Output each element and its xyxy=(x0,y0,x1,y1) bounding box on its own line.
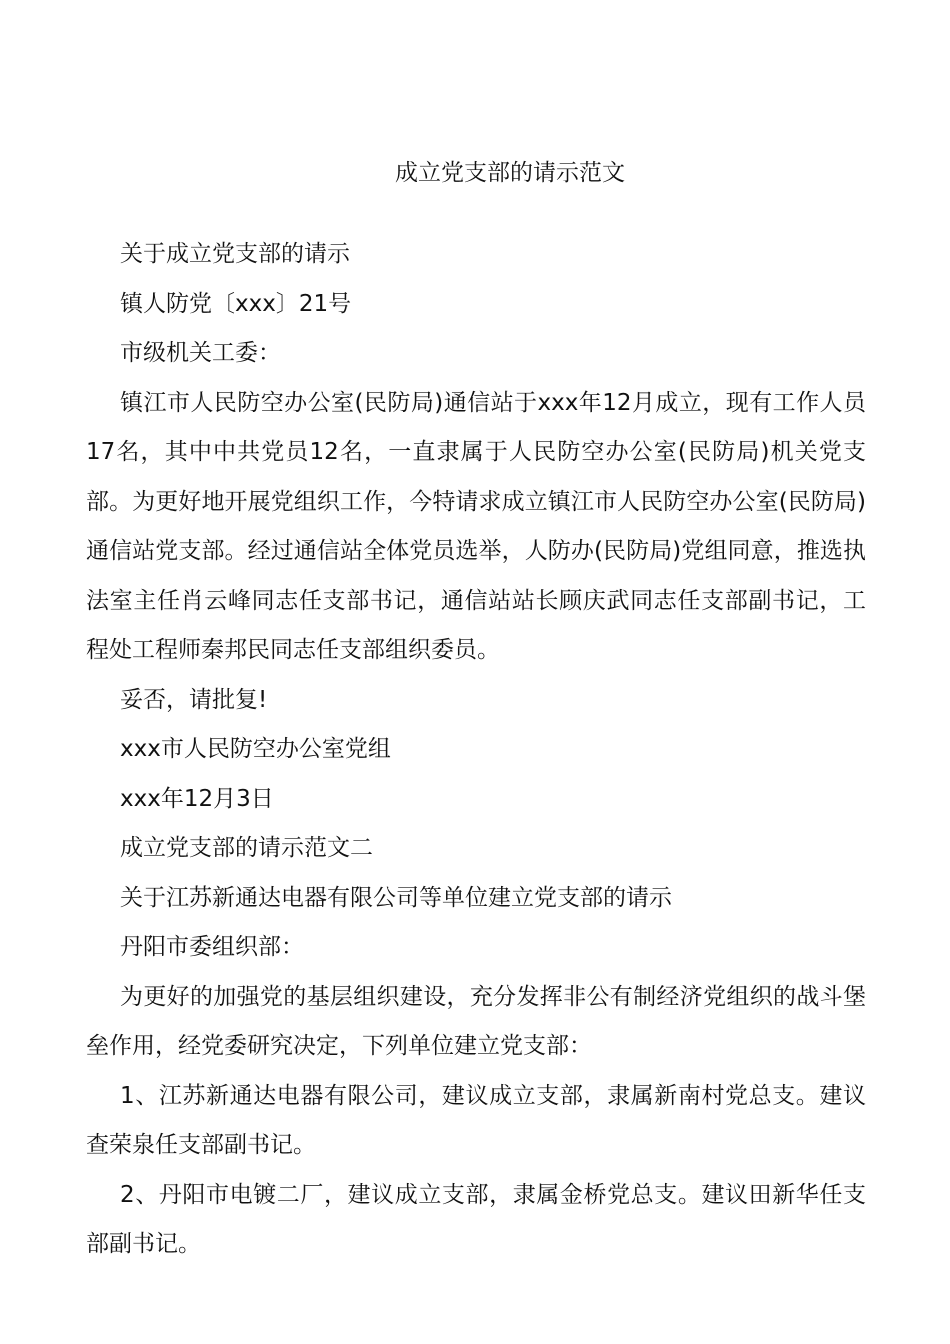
signature-organization: xxx市人民防空办公室党组 xyxy=(120,736,391,762)
section-title-2: 成立党支部的请示范文二 xyxy=(120,835,373,861)
document-title: 成立党支部的请示范文 xyxy=(395,160,625,186)
document-body xyxy=(86,230,866,1270)
document-number: 镇人防党〔xxx〕21号 xyxy=(120,290,352,317)
closing-request: 妥否，请批复! xyxy=(120,686,268,713)
signature-date: xxx年12月3日 xyxy=(120,785,274,812)
request-heading: 关于成立党支部的请示 xyxy=(120,241,350,267)
list-item: 1、江苏新通达电器有限公司，建议成立支部，隶属新南村党总支。建议查荣泉任支部副书记。 xyxy=(86,1082,866,1158)
body-paragraph-2: 为更好的加强党的基层组织建设，充分发挥非公有制经济党组织的战斗堡垒作用，经党委研究决定，下列单位建立党支部： xyxy=(86,983,866,1059)
request-heading-2: 关于江苏新通达电器有限公司等单位建立党支部的请示 xyxy=(120,884,672,911)
recipient-2: 丹阳市委组织部： xyxy=(120,934,304,960)
body-paragraph: 镇江市人民防空办公室(民防局)通信站于xxx年12月成立，现有工作人员17名，其中中共党员12名，一直隶属于人民防空办公室(民防局)机关党支部。为更好地开展党组织工作，今特请求成立镇江市人民防空办公室(民防局)通信站党支部。经过通信站全体党员选举，人防办(民防局)党组同意，推选执法室主任肖云峰同志任支部书记，通信站站长顾庆武同志任支部副书记，工程处工程师秦邦民同志任支部组织委员。 xyxy=(86,389,866,663)
recipient: 市级机关工委： xyxy=(120,340,281,366)
list-item: 2、丹阳市电镀二厂，建议成立支部，隶属金桥党总支。建议田新华任支部副书记。 xyxy=(86,1181,866,1257)
